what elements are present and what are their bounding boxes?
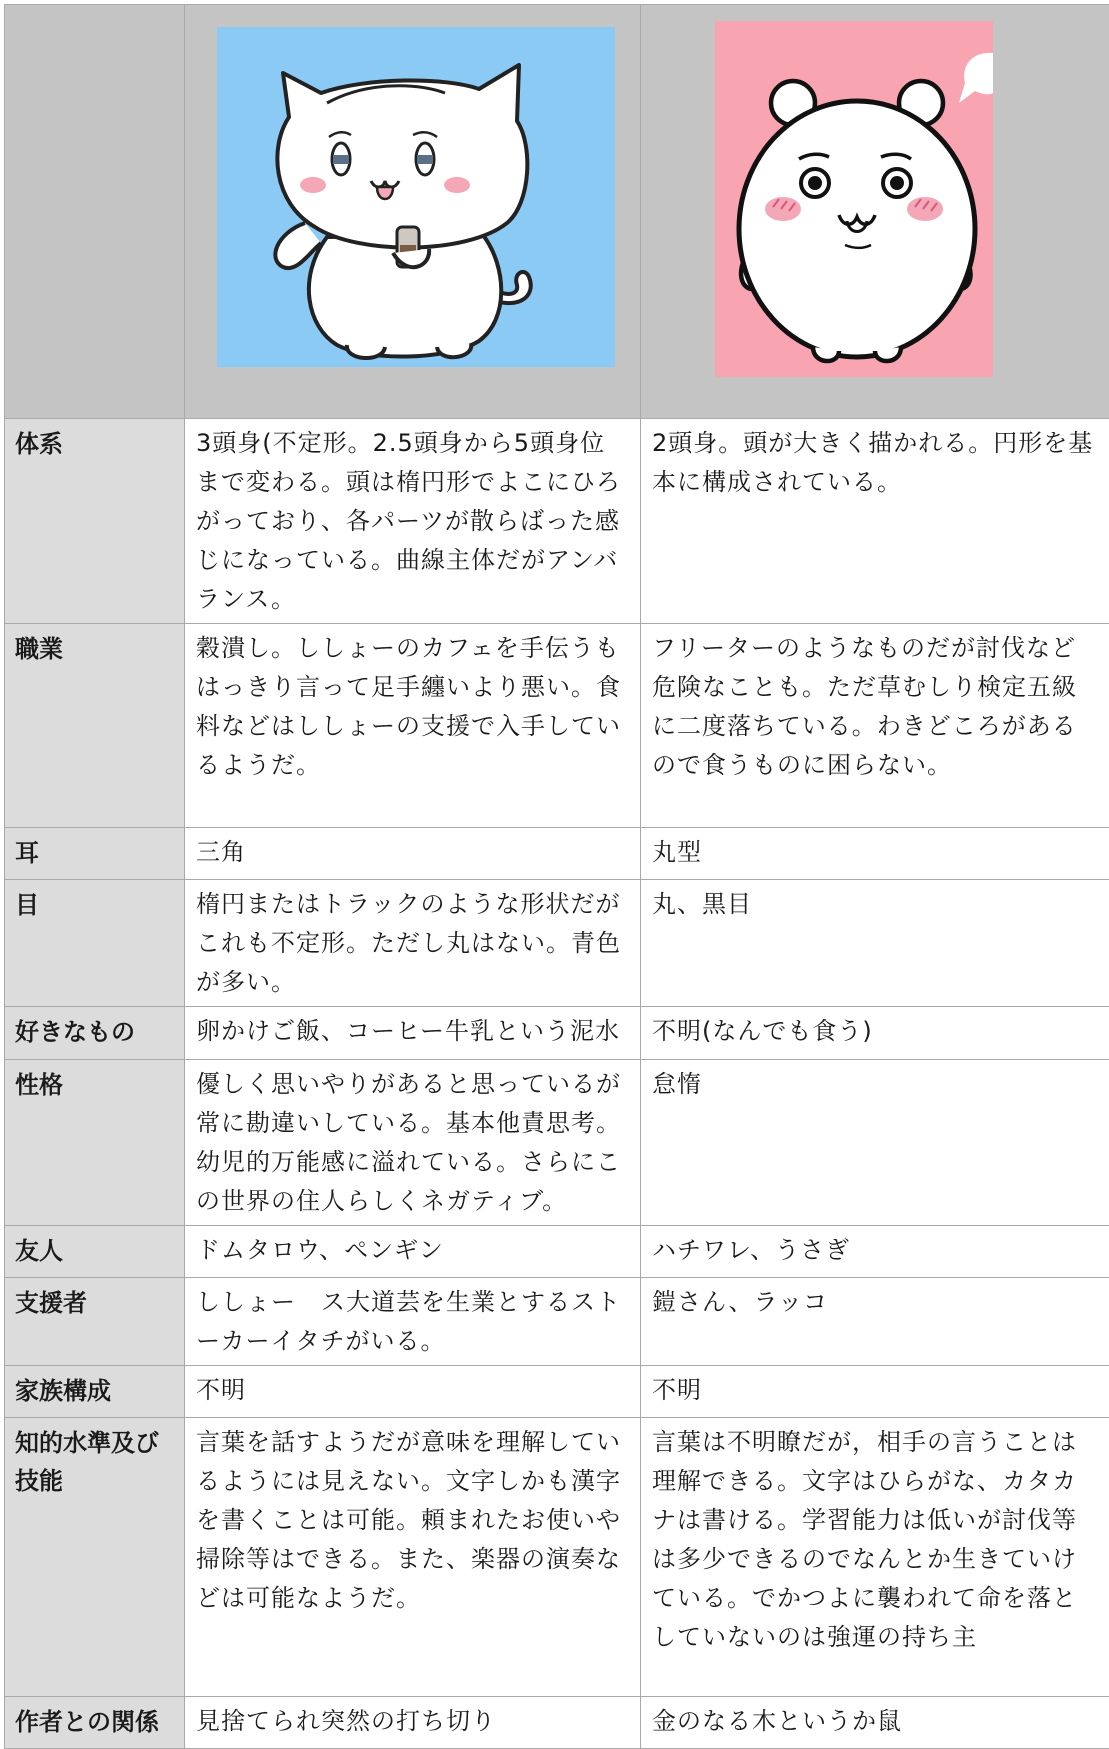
left-value: 卵かけご飯、コーヒー牛乳という泥水: [185, 1007, 641, 1060]
table-row: [5, 419, 1109, 624]
table-row: [5, 1697, 1109, 1749]
right-value: 2頭身。頭が大きく描かれる。円形を基本に構成されている。: [641, 419, 1109, 624]
header-row: [5, 5, 1109, 419]
table-row: [5, 1226, 1109, 1278]
left-value: ししょー ス大道芸を生業とするストーカーイタチがいる。: [185, 1278, 641, 1366]
left-value: 三角: [185, 828, 641, 880]
table-row: [5, 1060, 1109, 1226]
right-value: 不明: [641, 1366, 1109, 1418]
table-row: [5, 1366, 1109, 1418]
left-value: 不明: [185, 1366, 641, 1418]
left-value: 3頭身(不定形。2.5頭身から5頭身位まで変わる。頭は楕円形でよこにひろがっており、各パーツが散らばった感じになっている。曲線主体だがアンバランス。: [185, 419, 641, 624]
right-character-image-cell: [641, 5, 1109, 419]
right-value: 言葉は不明瞭だが，相手の言うことは理解できる。文字はひらがな、カタカナは書ける。学習能力は低いが討伐等は多少できるのでなんとか生きていけている。でかつよに襲われて命を落としていないのは強運の持ち主: [641, 1418, 1109, 1697]
table-row: [5, 880, 1109, 1007]
left-value: 楕円またはトラックのような形状だがこれも不定形。ただし丸はない。青色が多い。: [185, 880, 641, 1007]
white-hamster-character-icon: [715, 21, 993, 377]
row-label: 支援者: [5, 1278, 185, 1366]
row-label: 目: [5, 880, 185, 1007]
right-value: 丸型: [641, 828, 1109, 880]
left-value: 優しく思いやりがあると思っているが常に勘違いしている。基本他責思考。幼児的万能感に溢れている。さらにこの世界の住人らしくネガティブ。: [185, 1060, 641, 1226]
right-value: 鎧さん、ラッコ: [641, 1278, 1109, 1366]
row-label: 性格: [5, 1060, 185, 1226]
right-value: フリーターのようなものだが討伐など危険なことも。ただ草むしり検定五級に二度落ちている。わきどころがあるので食うものに困らない。: [641, 624, 1109, 828]
right-value: 丸、黒目: [641, 880, 1109, 1007]
comparison-table: [4, 4, 1109, 1749]
row-label: 耳: [5, 828, 185, 880]
right-value: 金のなる木というか鼠: [641, 1697, 1109, 1749]
table-row: [5, 624, 1109, 828]
left-character-image-cell: [185, 5, 641, 419]
table-row: [5, 1418, 1109, 1697]
white-cat-character-icon: [217, 27, 615, 367]
row-label: 職業: [5, 624, 185, 828]
left-value: 穀潰し。ししょーのカフェを手伝うもはっきり言って足手纏いより悪い。食料などはししょーの支援で入手しているようだ。: [185, 624, 641, 828]
row-label: 作者との関係: [5, 1697, 185, 1749]
header-empty-cell: [5, 5, 185, 419]
table-row: [5, 1007, 1109, 1060]
row-label: 家族構成: [5, 1366, 185, 1418]
left-value: 言葉を話すようだが意味を理解しているようには見えない。文字しかも漢字を書くことは可能。頼まれたお使いや掃除等はできる。また、楽器の演奏などは可能なようだ。: [185, 1418, 641, 1697]
right-value: 怠惰: [641, 1060, 1109, 1226]
left-value: ドムタロウ、ペンギン: [185, 1226, 641, 1278]
row-label: 体系: [5, 419, 185, 624]
right-value: 不明(なんでも食う): [641, 1007, 1109, 1060]
left-value: 見捨てられ突然の打ち切り: [185, 1697, 641, 1749]
table-row: [5, 828, 1109, 880]
row-label: 友人: [5, 1226, 185, 1278]
right-value: ハチワレ、うさぎ: [641, 1226, 1109, 1278]
table-row: [5, 1278, 1109, 1366]
row-label: 知的水準及び技能: [5, 1418, 185, 1697]
row-label: 好きなもの: [5, 1007, 185, 1060]
